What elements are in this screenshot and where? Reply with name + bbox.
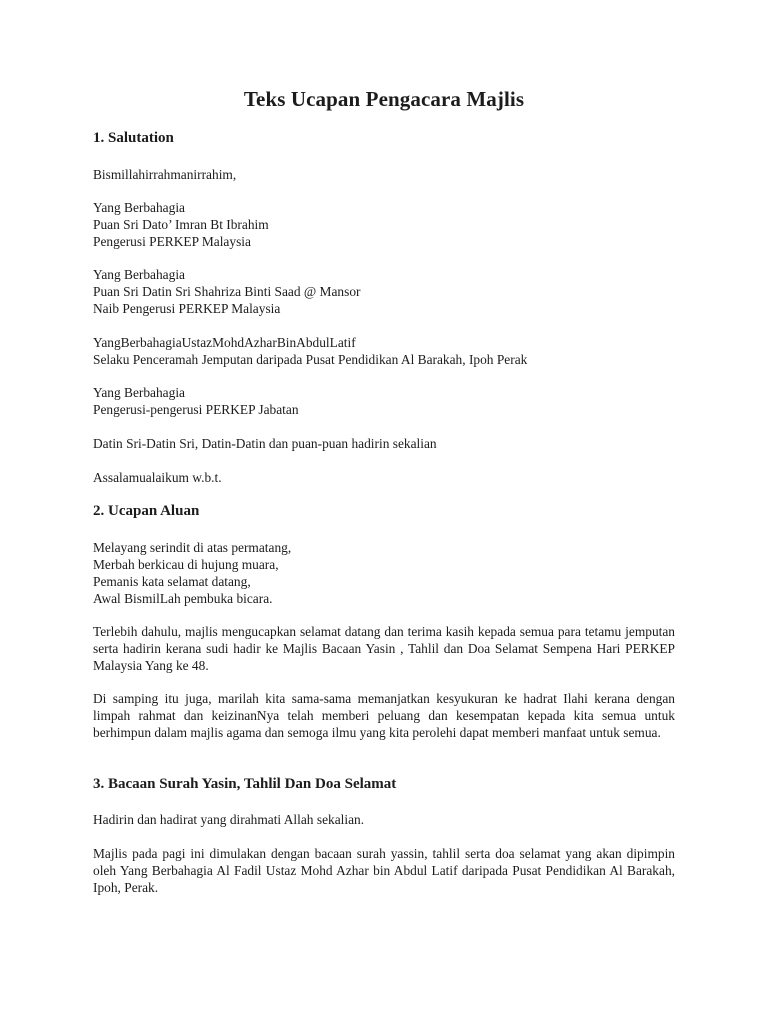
poem-line: Merbah berkicau di hujung muara, [93,557,279,572]
text-line: Yang Berbahagia [93,385,185,400]
text-line: Hadirin dan hadirat yang dirahmati Allah sekalian. [93,812,365,827]
text-line: Puan Sri Dato’ Imran Bt Ibrahim [93,217,269,232]
poem-line: Melayang serindit di atas permatang, [93,540,292,555]
section-heading-ucapan-aluan: 2. Ucapan Aluan [93,503,200,519]
paragraph: Terlebih dahulu, majlis mengucapkan selamat datang dan terima kasih kepada semua para tetamu jemputan serta hadirin kerana sudi hadir ke Majlis Bacaan Yasin , Tahlil dan Doa Selamat Sempena Hari PERKEP Malaysia Yang ke 48. [93,624,675,673]
paragraph: Di samping itu juga, marilah kita sama-sama memanjatkan kesyukuran ke hadrat Ilahi kerana dengan limpah rahmat dan keizinanNya telah memberi peluang dan kesempatan kepada kita semua untuk berhimpun dalam majlis agama dan semoga ilmu yang kita perolehi dapat memberi manfaat untuk semua. [93,691,675,740]
text-line: Bismillahirrahmanirrahim, [93,167,237,182]
text-line: Datin Sri-Datin Sri, Datin-Datin dan puan-puan hadirin sekalian [93,436,437,451]
poem-line: Pemanis kata selamat datang, [93,574,251,589]
text-line: Yang Berbahagia [93,200,185,215]
text-line: Naib Pengerusi PERKEP Malaysia [93,301,281,316]
text-line: YangBerbahagiaUstazMohdAzharBinAbdulLatif [93,335,356,350]
text-line: Selaku Penceramah Jemputan daripada Pusat Pendidikan Al Barakah, Ipoh Perak [93,352,528,367]
text-line: Assalamualaikum w.b.t. [93,470,222,485]
paragraph: Majlis pada pagi ini dimulakan dengan bacaan surah yassin, tahlil serta doa selamat yang akan dipimpin oleh Yang Berbahagia Al Fadil Ustaz Mohd Azhar bin Abdul Latif daripada Pusat Pendidikan Al Barakah, Ipoh, Perak. [93,846,675,895]
section-heading-salutation: 1. Salutation [93,130,174,146]
section-heading-bacaan-surah-yasin: 3. Bacaan Surah Yasin, Tahlil Dan Doa Selamat [93,776,397,792]
text-line: Pengerusi PERKEP Malaysia [93,234,251,249]
poem-line: Awal BismilLah pembuka bicara. [93,591,273,606]
document-title: Teks Ucapan Pengacara Majlis [243,87,525,111]
text-line: Puan Sri Datin Sri Shahriza Binti Saad @ Mansor [93,284,361,299]
text-line: Pengerusi-pengerusi PERKEP Jabatan [93,402,299,417]
text-line: Yang Berbahagia [93,267,185,282]
